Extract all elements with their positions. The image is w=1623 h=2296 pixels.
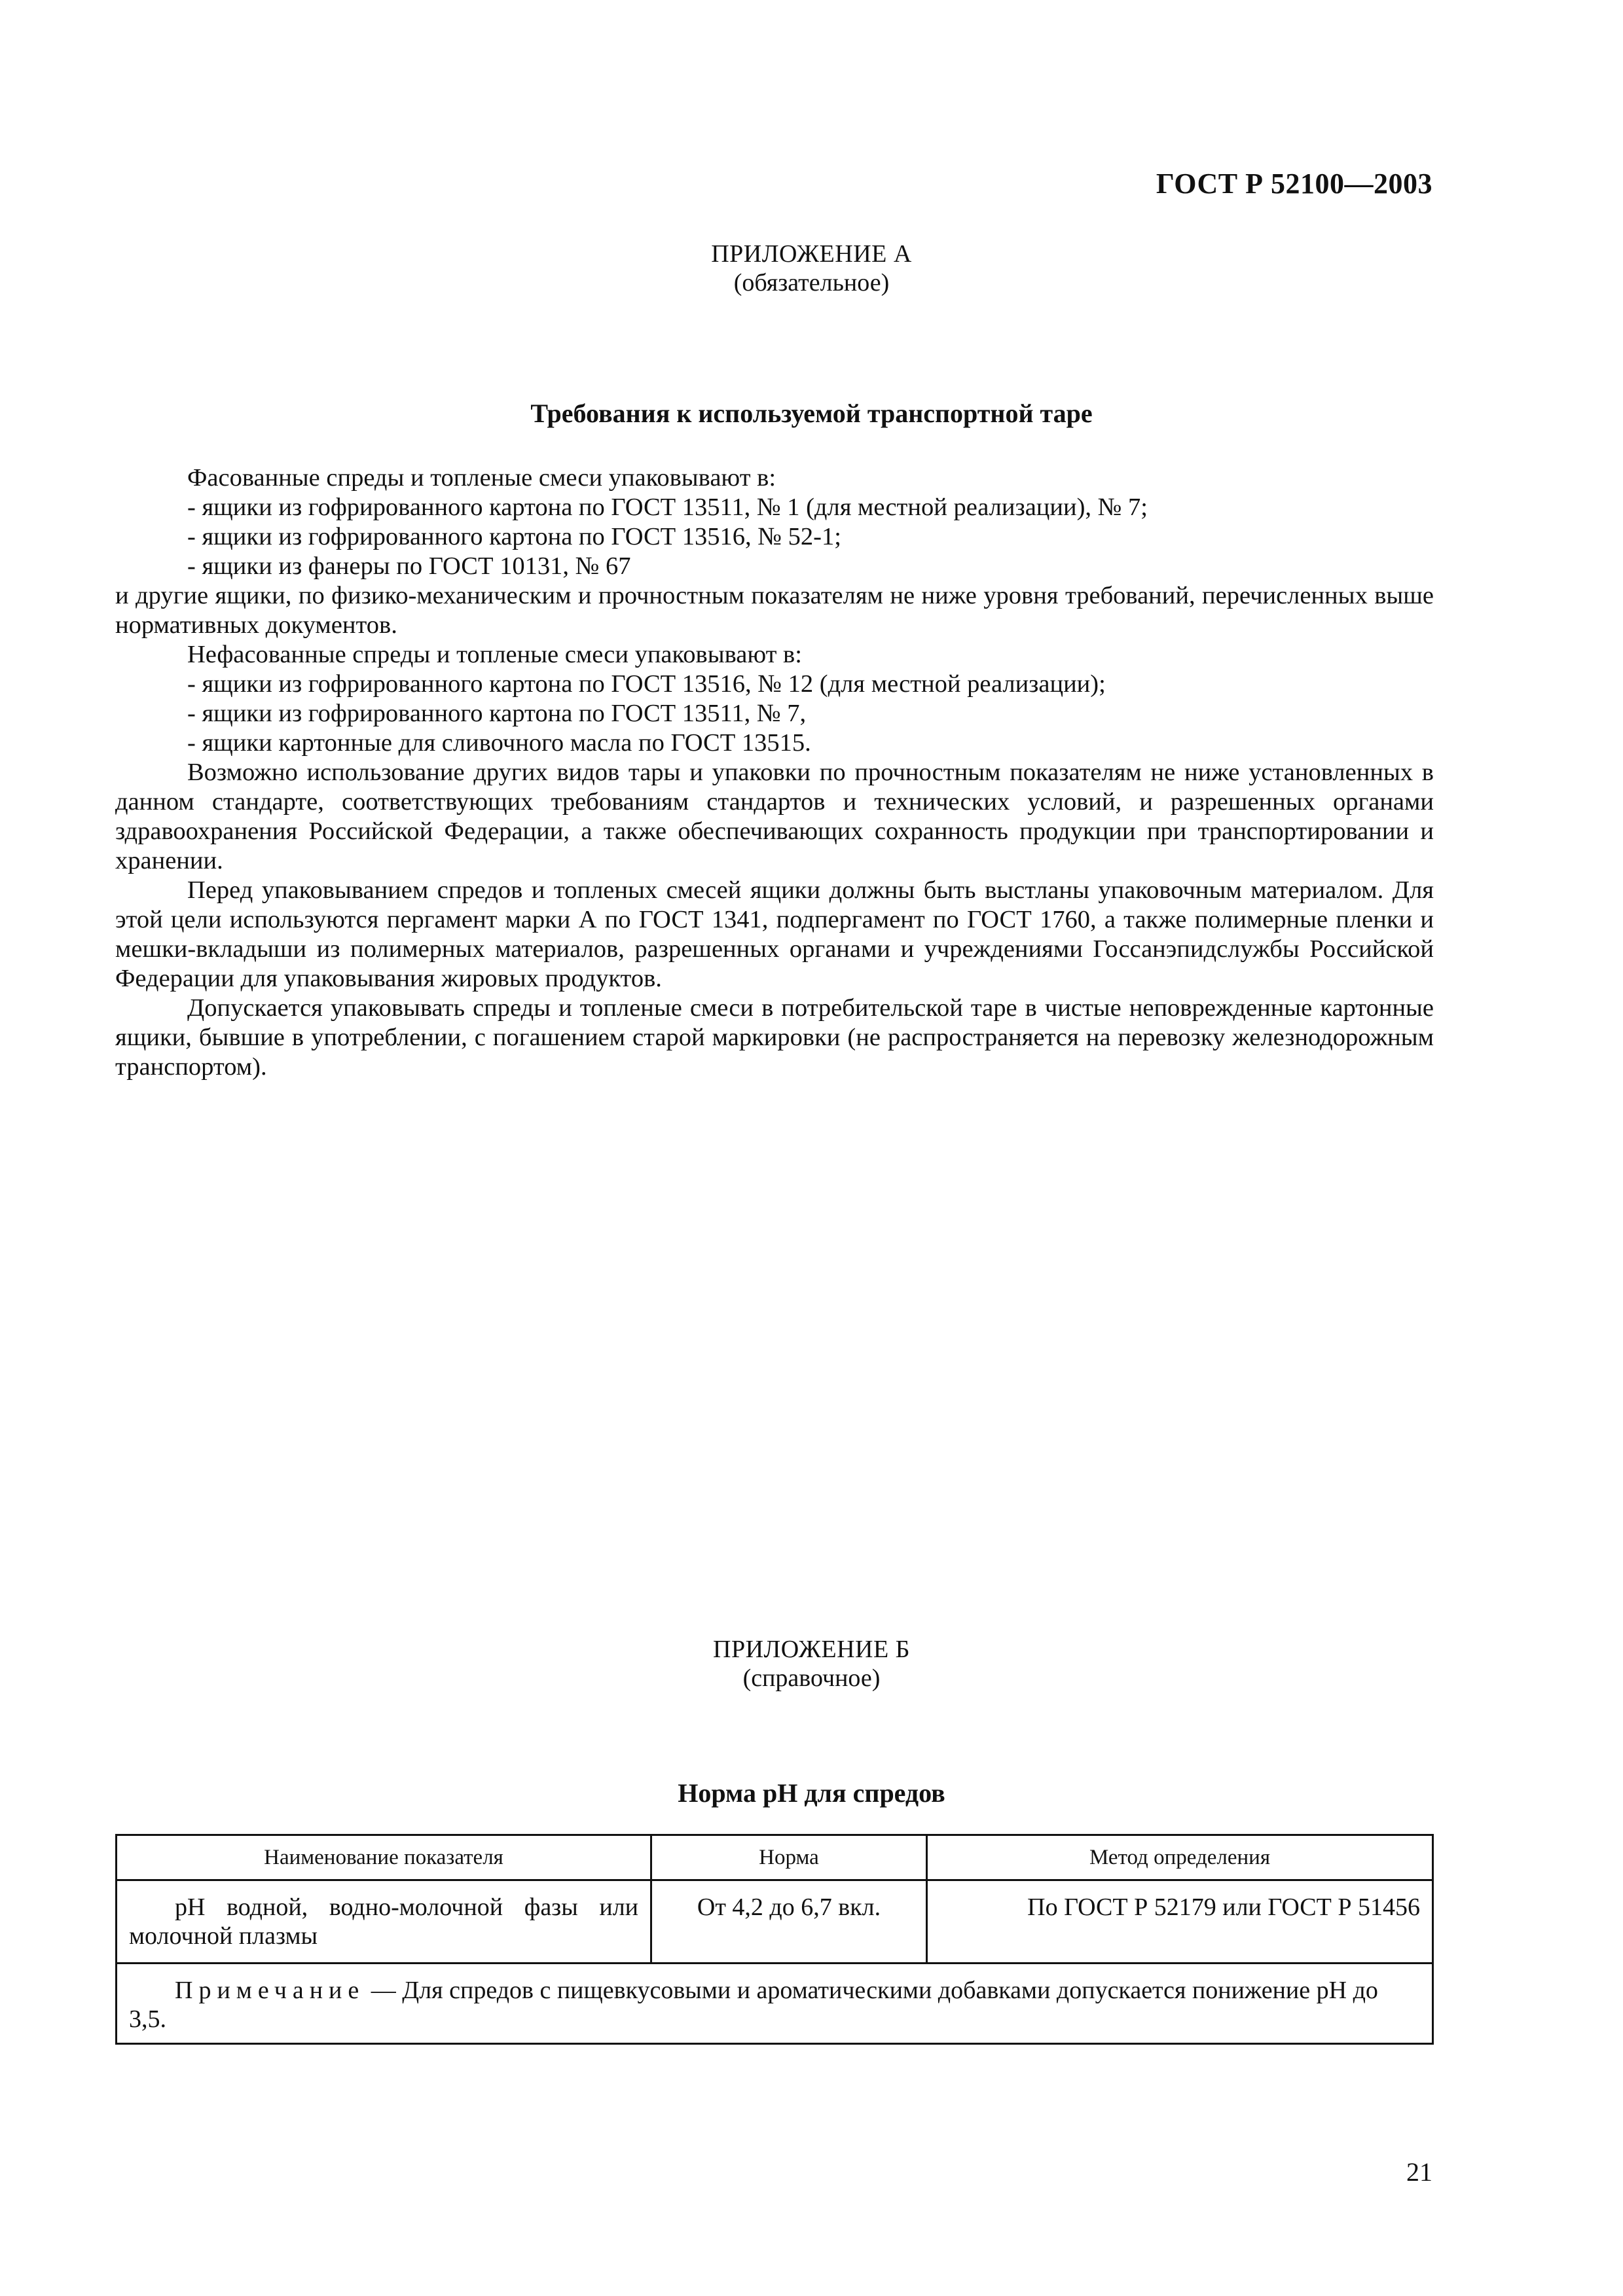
list-item: - ящики из гофрированного картона по ГОСТ 13516, № 52-1; [187, 523, 841, 550]
appendix-b-subtitle: (справочное) [742, 1664, 881, 1692]
appendix-a-body [115, 463, 1434, 1082]
table-note [117, 1964, 1433, 2044]
appendix-b-title: ПРИЛОЖЕНИЕ Б [713, 1636, 910, 1663]
table-note-row [117, 1964, 1433, 2044]
column-header: Наименование показателя [117, 1835, 651, 1880]
paragraph: и другие ящики, по физико-механическим и прочностным показателям не ниже уровня требований, перечисленных выше нормативных документов. [115, 582, 1434, 639]
paragraph: Нефасованные спреды и топленые смеси упаковывают в: [187, 641, 802, 668]
appendix-a-title: ПРИЛОЖЕНИЕ А [711, 240, 912, 268]
page-number: 21 [1406, 2157, 1432, 2187]
appendix-a-heading: Требования к используемой транспортной таре [530, 399, 1093, 428]
appendix-a-header [0, 240, 1623, 297]
list-item: - ящики из гофрированного картона по ГОСТ 13511, № 1 (для местной реализации), № 7; [187, 493, 1148, 521]
list-item: - ящики из гофрированного картона по ГОСТ 13516, № 12 (для местной реализации); [187, 670, 1106, 698]
appendix-b-header [0, 1635, 1623, 1693]
table-header-row [117, 1835, 1433, 1880]
paragraph: Возможно использование других видов тары и упаковки по прочностным показателям не ниже установленных в данном стандарте, соответствующих требованиям стандартов и технических условий, и разрешенных органами здравоохранения Российской Федерации, а также обеспечивающих сохранность продукции при транспортировании и хранении. [115, 759, 1434, 874]
table-cell: pH водной, водно-молочной фазы или молочной плазмы [117, 1880, 651, 1964]
column-header: Метод определения [927, 1835, 1433, 1880]
table-row [117, 1880, 1433, 1964]
paragraph: Перед упаковыванием спредов и топленых смесей ящики должны быть выстланы упаковочным материалом. Для этой цели используются пергамент марки А по ГОСТ 1341, подпергамент по ГОСТ 1760, а также полимерные пленки и мешки-вкладыши из полимерных материалов, разрешенных органами и учреждениями Госсанэпидслужбы Российской Федерации для упаковывания жировых продуктов. [115, 876, 1434, 992]
paragraph: Допускается упаковывать спреды и топленые смеси в потребительской таре в чистые неповрежденные картонные ящики, бывшие в употреблении, с погашением старой маркировки (не распространяется на перевозку железнодорожным транспортом). [115, 994, 1434, 1081]
list-item: - ящики из фанеры по ГОСТ 10131, № 67 [187, 552, 631, 580]
paragraph: Фасованные спреды и топленые смеси упаковывают в: [187, 464, 776, 492]
table-cell: По ГОСТ Р 52179 или ГОСТ Р 51456 [927, 1880, 1433, 1964]
appendix-b-heading: Норма pH для спредов [678, 1778, 945, 1808]
note-text: — Для спредов с пищевкусовыми и ароматическими добавками допускается понижение pH до 3,5. [129, 1977, 1378, 2033]
note-label: Примечание [175, 1977, 365, 2004]
column-header: Норма [651, 1835, 927, 1880]
appendix-a-subtitle: (обязательное) [733, 269, 890, 296]
document-id: ГОСТ Р 52100—2003 [1156, 168, 1432, 200]
ph-norm-table [115, 1834, 1434, 2045]
list-item: - ящики картонные для сливочного масла по ГОСТ 13515. [187, 729, 811, 757]
table-cell: От 4,2 до 6,7 вкл. [651, 1880, 927, 1964]
list-item: - ящики из гофрированного картона по ГОСТ 13511, № 7, [187, 700, 807, 727]
